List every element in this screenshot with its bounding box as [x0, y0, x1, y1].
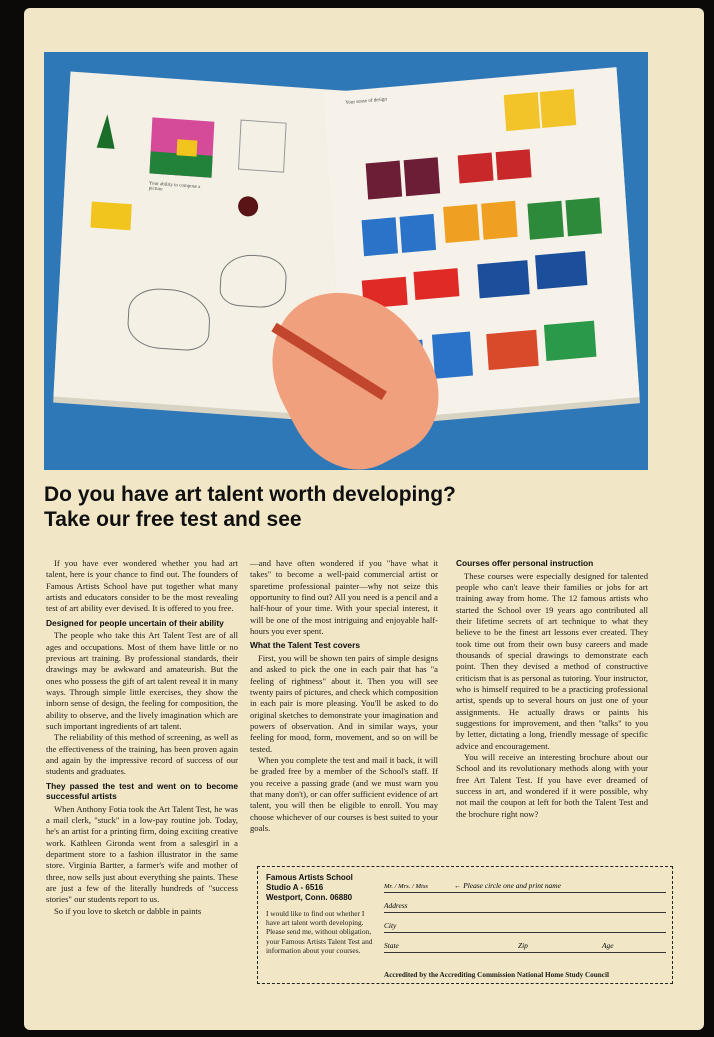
address-field[interactable]	[384, 893, 666, 913]
zip-label: Zip	[518, 941, 528, 950]
studio-number: Studio A - 6516	[266, 883, 324, 892]
headline-line-1: Do you have art talent worth developing?	[44, 483, 456, 506]
name-field[interactable]	[384, 873, 666, 893]
design-tile	[443, 204, 480, 243]
paragraph: You will receive an interesting brochure about our School and its revolutionary methods along with your free Art Talent Test. If you have ever dreamed of success in art, and wondered if it were possible, why not mail the coupon at left for both the Talent Test and the brochure right now?	[456, 752, 648, 819]
accreditation-line: Accredited by the Accrediting Commission National Home Study Council	[384, 971, 609, 979]
salutation-options: Mr. / Mrs. / Miss	[384, 883, 428, 890]
coupon-request-text: I would like to find out whether I have art talent worth developing. Please send me, without obligation, your Famous Artists Talent Test and information about your courses.	[266, 909, 373, 955]
landscape-picture	[149, 117, 214, 177]
coupon-form[interactable]	[384, 873, 666, 953]
design-tile	[362, 217, 399, 256]
paragraph: The reliability of this method of screening, as well as the effectiveness of the training, has been proven again and again by the impressive record of success of our students and graduates.	[46, 732, 238, 777]
age-label: Age	[602, 941, 614, 950]
body-column-3	[456, 558, 648, 820]
design-tile	[404, 157, 441, 196]
design-tile	[458, 153, 494, 184]
school-city: Westport, Conn. 06880	[266, 893, 353, 902]
tree-icon	[97, 114, 117, 149]
design-tile	[413, 268, 459, 300]
body-column-2	[250, 558, 438, 834]
subheading: Courses offer personal instruction	[456, 558, 594, 568]
design-tile	[504, 92, 541, 131]
design-tile	[565, 197, 602, 236]
design-tile	[432, 331, 473, 378]
design-tile	[400, 214, 437, 253]
blank-frame	[238, 120, 287, 173]
state-label: State	[384, 941, 399, 950]
design-tile	[527, 201, 564, 240]
paragraph: When you complete the test and mail it back, it will be graded free by a member of the School's staff. If you receive a passing grade (and we must warn you that many don't), or can offer sufficient evidence of art talent, you will then be eligible to enroll. You may choose whichever of our courses is best suited to your goals.	[250, 755, 438, 834]
design-tile	[477, 260, 529, 298]
paragraph: These courses were especially designed for talented people who can't leave their families or jobs for art training away from home. The 12 famous artists who started the School over 19 years ago contributed all their lifetime secrets of art technique to what they believe to be the finest art lessons ever created. They took time out from their own busy careers and made thousands of special drawings to demonstrate each point. Then they devised a method of constructive criticism that is as personal as tutoring. Your instructor, who is himself required to be a practicing professional artist, spends up to several hours on just one of your assignments. He actually draws or paints his suggestions for improvement, and then "talks" to you by letter, dictating a long, friendly message of specific advice and encouragement.	[456, 570, 648, 751]
headline-line-2: Take our free test and see	[44, 508, 302, 531]
design-tile	[544, 321, 597, 361]
address-label: Address	[384, 901, 408, 910]
horse-sketch	[219, 253, 288, 310]
design-tile	[540, 89, 577, 128]
design-tile	[366, 161, 403, 200]
design-tile	[486, 330, 539, 370]
art-book-photo	[44, 52, 648, 470]
right-page-heading: Your sense of design	[345, 97, 388, 106]
paragraph: So if you love to sketch or dabble in paints	[54, 905, 202, 916]
city-label: City	[384, 921, 397, 930]
coupon-address-block	[266, 873, 374, 955]
design-tile	[535, 251, 587, 289]
vase-icon	[238, 196, 259, 217]
body-column-1	[46, 558, 238, 917]
design-tile	[481, 201, 518, 240]
paragraph: —and have often wondered if you "have what it takes" to become a well-paid commercial artist or sparetime professional painter—why not seize this opportunity to find out? All you need is a pencil and a half-hour of your time. With your special interest, it will be one of the most intriguing and enjoyable half-hours you ever spent.	[250, 558, 438, 637]
subheading: What the Talent Test covers	[250, 640, 360, 651]
mail-in-coupon[interactable]	[257, 866, 673, 984]
house-icon	[90, 201, 131, 230]
left-page-caption: Your ability to compose a picture	[148, 181, 201, 193]
city-field[interactable]	[384, 913, 666, 933]
paragraph: The people who take this Art Talent Test are of all ages and occupations. Most of them have little or no previous art training. By professional standards, their drawings may be awkward and amateurish. But the ones who possess the gift of art talent reveal it in many ways. Through simple little exercises, they show the inborn sense of design, the feeling for composition, the ability to observe, and the lively imagination which are such important ingredients of art talent.	[46, 630, 238, 731]
salutation-note: ← Please circle one and print name	[454, 881, 561, 890]
page-headline	[44, 482, 456, 532]
paragraph: When Anthony Fotia took the Art Talent Test, he was a mail clerk, "stuck" in a low-pay routine job. Today, he's an artist for a printing firm, doing exciting creative work. Kathleen Gironda went from a salesgirl in a department store to a fashion illustrator in the same store. Virginia Bartter, a farmer's wife and mother of three, now sells just about everything she paints. These are just a few of the literally hundreds of "success stories" our students report to us.	[46, 803, 238, 905]
design-tile	[496, 149, 532, 180]
school-name: Famous Artists School	[266, 873, 353, 882]
paragraph: First, you will be shown ten pairs of simple designs and asked to pick the one in each pair that has "a feeling of rightness" about it. Then you will see twenty pairs of pictures, and check which composition in each pair is more pleasing. You'll be asked to do original sketches to demonstrate your imagination and powers of observation. And in similar ways, your feeling for mood, form, movement, and so on will be tested.	[250, 652, 438, 754]
subheading: Designed for people uncertain of their ability	[46, 617, 224, 628]
dog-sketch	[126, 286, 211, 352]
subheading: They passed the test and went on to become successful artists	[46, 780, 238, 802]
state-zip-age-field[interactable]	[384, 933, 666, 953]
paragraph: If you have ever wondered whether you had art talent, here is your chance to find out. The founders of Famous Artists School have put together what many artists and educators consider to be the most revealing test of art ability ever devised. It is offered to you free.	[46, 558, 238, 614]
